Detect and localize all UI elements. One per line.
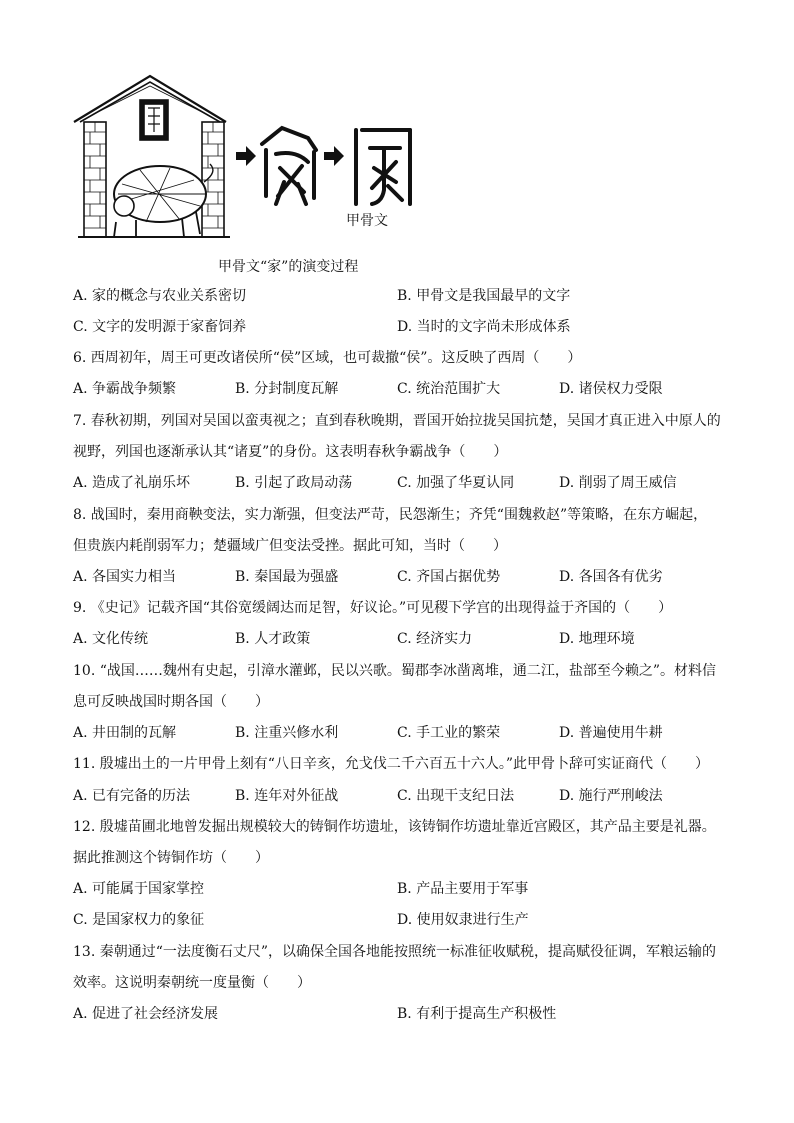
q5-option-d[interactable]: D. 当时的文字尚未形成体系 xyxy=(397,319,571,335)
arrow-right-icon xyxy=(324,146,344,166)
q12-option-d[interactable]: D. 使用奴隶进行生产 xyxy=(397,912,529,928)
q7-option-d[interactable]: D. 削弱了周王威信 xyxy=(559,475,677,491)
q6-option-a[interactable]: A. 争霸战争频繁 xyxy=(73,381,177,397)
q10-option-c[interactable]: C. 手工业的繁荣 xyxy=(397,725,501,741)
q11-option-d[interactable]: D. 施行严刑峻法 xyxy=(559,788,663,804)
q8-option-c[interactable]: C. 齐国占据优势 xyxy=(397,569,501,585)
q12-option-b[interactable]: B. 产品主要用于军事 xyxy=(397,881,529,897)
q10-option-b[interactable]: B. 注重兴修水利 xyxy=(235,725,339,741)
q13-option-a[interactable]: A. 促进了社会经济发展 xyxy=(73,1006,219,1022)
q7-option-a[interactable]: A. 造成了礼崩乐坏 xyxy=(73,475,191,491)
q7-stem-line-1: 7. 春秋初期，列国对吴国以蛮夷视之；直到春秋晚期，晋国开始拉拢吴国抗楚，吴国才真正进入中原人的 xyxy=(73,413,721,429)
q11-stem: 11. 殷墟出土的一片甲骨上刻有“八日辛亥，允戈伐二千六百五十六人。”此甲骨卜辞可实证商代（ ） xyxy=(73,756,710,772)
q13-stem-line-2: 效率。这说明秦朝统一度量衡（ ） xyxy=(73,975,311,991)
q11-option-a[interactable]: A. 已有完备的历法 xyxy=(73,788,191,804)
q9-option-c[interactable]: C. 经济实力 xyxy=(397,631,473,647)
q6-option-c[interactable]: C. 统治范围扩大 xyxy=(397,381,501,397)
oracle-glyph-1 xyxy=(262,128,316,204)
q8-option-d[interactable]: D. 各国各有优劣 xyxy=(559,569,663,585)
q8-stem-line-2: 但贵族内耗削弱军力；楚疆域广但变法受挫。据此可知，当时（ ） xyxy=(73,538,507,554)
q9-option-a[interactable]: A. 文化传统 xyxy=(73,631,149,647)
q12-stem-line-1: 12. 殷墟苗圃北地曾发掘出规模较大的铸铜作坊遗址，该铸铜作坊遗址靠近宫殿区，其产品主要是礼器。 xyxy=(73,819,716,835)
q10-stem-line-1: 10. “战国……魏州有史起，引漳水灌邺，民以兴歌。蜀郡李冰凿离堆，通二江，盐部至今赖之”。材料信 xyxy=(73,663,717,679)
q13-stem-line-1: 13. 秦朝通过“一法度衡石丈尺”，以确保全国各地能按照统一标准征收赋税，提高赋役征调，军粮运输的 xyxy=(73,944,717,960)
q8-option-b[interactable]: B. 秦国最为强盛 xyxy=(235,569,339,585)
q12-option-a[interactable]: A. 可能属于国家掌控 xyxy=(73,881,205,897)
q8-option-a[interactable]: A. 各国实力相当 xyxy=(73,569,177,585)
q7-option-b[interactable]: B. 引起了政局动荡 xyxy=(235,475,353,491)
figure-sublabel: 甲骨文 xyxy=(346,213,388,229)
q6-option-b[interactable]: B. 分封制度瓦解 xyxy=(235,381,339,397)
q10-option-d[interactable]: D. 普遍使用牛耕 xyxy=(559,725,663,741)
q5-option-a[interactable]: A. 家的概念与农业关系密切 xyxy=(73,288,247,304)
q9-option-b[interactable]: B. 人才政策 xyxy=(235,631,311,647)
q6-stem: 6. 西周初年，周王可更改诸侯所“侯”区域，也可裁撤“侯”。这反映了西周（ ） xyxy=(73,350,582,366)
q12-stem-line-2: 据此推测这个铸铜作坊（ ） xyxy=(73,850,269,866)
arrow-right-icon xyxy=(236,146,256,166)
q7-option-c[interactable]: C. 加强了华夏认同 xyxy=(397,475,515,491)
q11-option-b[interactable]: B. 连年对外征战 xyxy=(235,788,339,804)
q10-option-a[interactable]: A. 井田制的瓦解 xyxy=(73,725,177,741)
q10-stem-line-2: 息可反映战国时期各国（ ） xyxy=(73,694,269,710)
q5-option-c[interactable]: C. 文字的发明源于家畜饲养 xyxy=(73,319,247,335)
q7-stem-line-2: 视野，列国也逐渐承认其“诸夏”的身份。这表明春秋争霸战争（ ） xyxy=(73,444,508,460)
q9-option-d[interactable]: D. 地理环境 xyxy=(559,631,635,647)
q12-option-c[interactable]: C. 是国家权力的象征 xyxy=(73,912,205,928)
q6-option-d[interactable]: D. 诸侯权力受限 xyxy=(559,381,663,397)
oracle-bone-figure xyxy=(70,72,430,252)
q13-option-b[interactable]: B. 有利于提高生产积极性 xyxy=(397,1006,557,1022)
figure-caption: 甲骨文“家”的演变过程 xyxy=(218,259,359,275)
q5-option-b[interactable]: B. 甲骨文是我国最早的文字 xyxy=(397,288,571,304)
house-drawing xyxy=(74,76,230,237)
q11-option-c[interactable]: C. 出现干支纪日法 xyxy=(397,788,515,804)
q8-stem-line-1: 8. 战国时，秦用商鞅变法，实力渐强，但变法严苛，民怨渐生；齐凭“围魏救赵”等策略，在东方崛起， xyxy=(73,507,708,523)
oracle-glyph-2 xyxy=(356,130,410,204)
q9-stem: 9. 《史记》记载齐国“其俗宽缓阔达而足智，好议论。”可见稷下学宫的出现得益于齐国的（ ） xyxy=(73,600,673,616)
